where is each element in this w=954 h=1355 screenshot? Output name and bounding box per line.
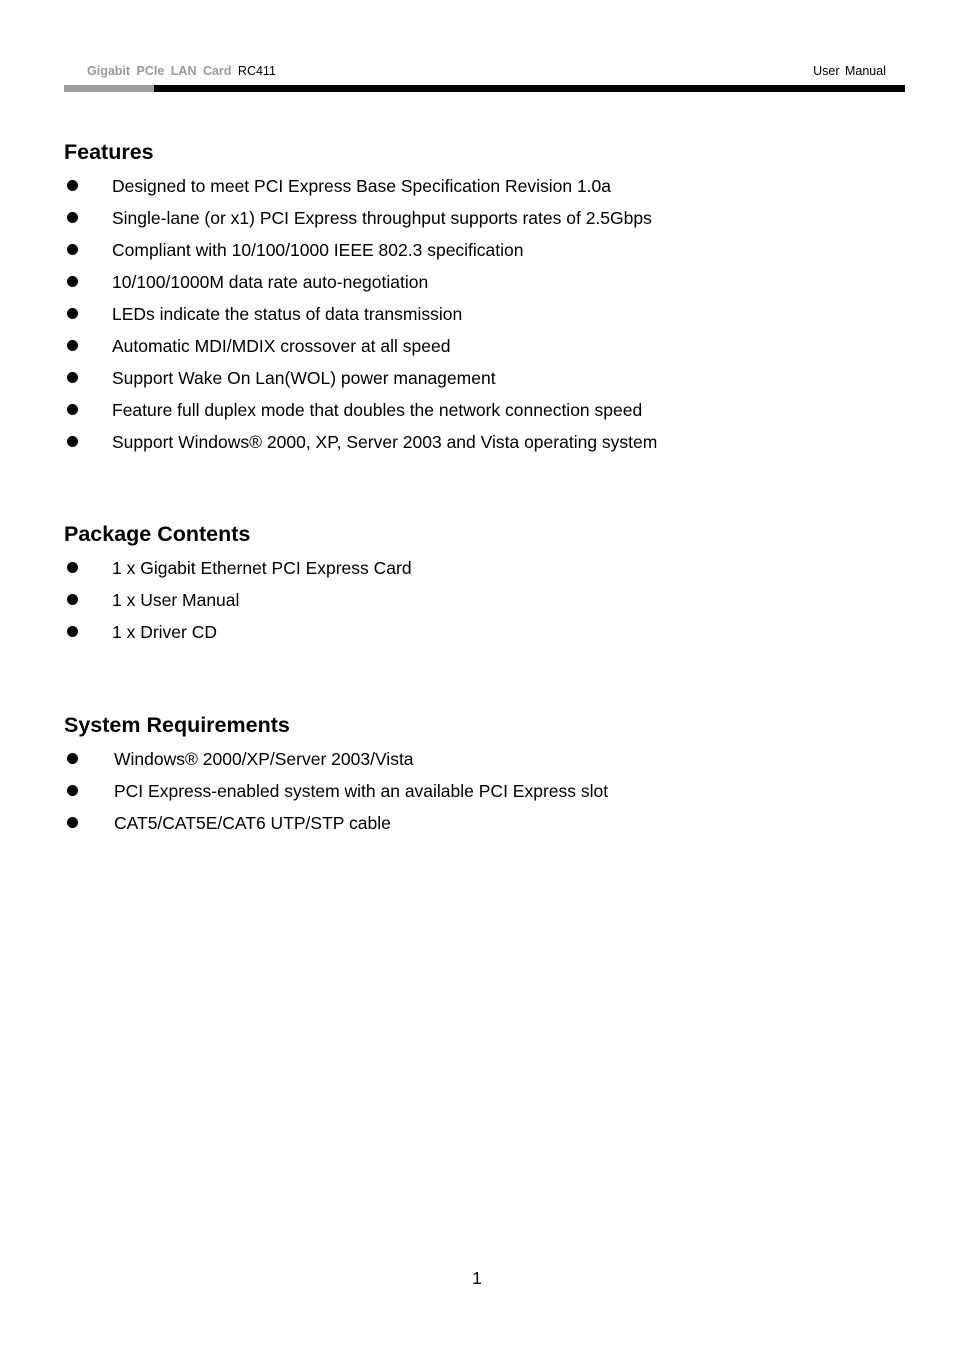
list-item bbox=[64, 170, 864, 202]
bullet-icon bbox=[67, 340, 78, 351]
header-rule-black bbox=[154, 85, 905, 92]
features-title: Features bbox=[64, 140, 154, 164]
bullet-icon bbox=[67, 308, 78, 319]
header-product bbox=[87, 64, 276, 78]
bullet-icon bbox=[67, 753, 78, 764]
bullet-icon bbox=[67, 594, 78, 605]
bullet-icon bbox=[67, 817, 78, 828]
list-item bbox=[64, 298, 864, 330]
header-model: RC411 bbox=[237, 64, 276, 78]
list-item bbox=[64, 330, 864, 362]
list-item bbox=[64, 775, 864, 807]
bullet-icon bbox=[67, 276, 78, 287]
list-item-text: Windows® 2000/XP/Server 2003/Vista bbox=[114, 749, 414, 769]
list-item bbox=[64, 266, 864, 298]
list-item bbox=[64, 807, 864, 839]
list-item-text: Compliant with 10/100/1000 IEEE 802.3 specification bbox=[112, 240, 524, 260]
header-rule bbox=[64, 85, 905, 92]
list-item bbox=[64, 394, 864, 426]
bullet-icon bbox=[67, 244, 78, 255]
bullet-icon bbox=[67, 372, 78, 383]
bullet-icon bbox=[67, 562, 78, 573]
list-item-text: Automatic MDI/MDIX crossover at all speed bbox=[112, 336, 451, 356]
list-item-text: LEDs indicate the status of data transmission bbox=[112, 304, 463, 324]
package-contents-section bbox=[64, 520, 864, 648]
list-item-text: Support Wake On Lan(WOL) power management bbox=[112, 368, 496, 388]
bullet-icon bbox=[67, 180, 78, 191]
header-rule-grey bbox=[64, 85, 154, 92]
list-item-text: 1 x Gigabit Ethernet PCI Express Card bbox=[112, 558, 412, 578]
list-item bbox=[64, 362, 864, 394]
list-item-text: CAT5/CAT5E/CAT6 UTP/STP cable bbox=[114, 813, 391, 833]
list-item-text: PCI Express-enabled system with an available PCI Express slot bbox=[114, 781, 609, 801]
page-number: 1 bbox=[472, 1268, 482, 1288]
system-requirements-list bbox=[64, 743, 864, 839]
list-item-text: Designed to meet PCI Express Base Specification Revision 1.0a bbox=[112, 176, 612, 196]
list-item bbox=[64, 234, 864, 266]
header-doc-type: User Manual bbox=[813, 64, 886, 78]
list-item-text: Feature full duplex mode that doubles the network connection speed bbox=[112, 400, 643, 420]
list-item bbox=[64, 426, 864, 458]
list-item-text: Support Windows® 2000, XP, Server 2003 and Vista operating system bbox=[112, 432, 658, 452]
list-item-text: 1 x Driver CD bbox=[112, 622, 218, 642]
list-item bbox=[64, 202, 864, 234]
list-item-text: Single-lane (or x1) PCI Express throughput supports rates of 2.5Gbps bbox=[112, 208, 652, 228]
features-section bbox=[64, 138, 864, 458]
list-item bbox=[64, 616, 864, 648]
list-item-text: 10/100/1000M data rate auto-negotiation bbox=[112, 272, 429, 292]
header-brand: Gigabit PCIe LAN Card bbox=[87, 64, 232, 78]
features-list bbox=[64, 170, 864, 458]
system-requirements-section bbox=[64, 711, 864, 839]
bullet-icon bbox=[67, 626, 78, 637]
bullet-icon bbox=[67, 436, 78, 447]
package-contents-title: Package Contents bbox=[64, 522, 251, 546]
bullet-icon bbox=[67, 212, 78, 223]
list-item bbox=[64, 584, 864, 616]
list-item-text: 1 x User Manual bbox=[112, 590, 240, 610]
bullet-icon bbox=[67, 404, 78, 415]
list-item bbox=[64, 552, 864, 584]
system-requirements-title: System Requirements bbox=[64, 713, 290, 737]
package-contents-list bbox=[64, 552, 864, 648]
page-header bbox=[64, 64, 905, 80]
bullet-icon bbox=[67, 785, 78, 796]
list-item bbox=[64, 743, 864, 775]
